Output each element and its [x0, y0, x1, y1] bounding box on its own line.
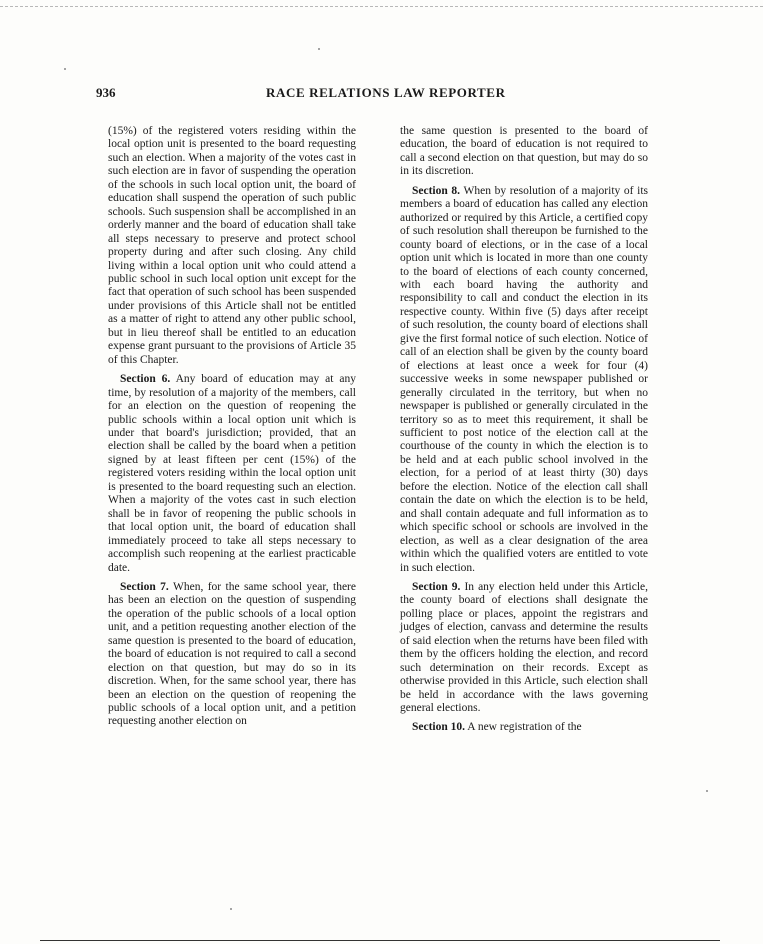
scan-speck — [318, 48, 320, 50]
top-dashed-border — [0, 6, 763, 7]
section-10-paragraph — [400, 721, 648, 734]
section-6-paragraph — [108, 373, 356, 575]
section-8-text: When by resolution of a majority of its members a board of education has called any election authorized or required by this Article, a certified copy of such resolution shall thereupon be furnished to the county board of elections, or in the case of a local option unit which is located in more than one county to the board of elections of each county concerned, with each board having the authority and responsibility to call and conduct the election in its respective county. Within five (5) days after receipt of such resolution, the county board of elections shall give the first formal notice of such election. Notice of call of an election shall be given by the county board of elections at least once a week for four (4) successive weeks in some newspaper published or generally circulated in the territory, but when no newspaper is published or generally circulated in the territory so as to meet this requirement, it shall be sufficient to post notice of the election call at the courthouse of the county in which the election is to be held and at each public school involved in the election, for a period of at least thirty (30) days before the election. Notice of the election call shall contain the date on which the election is to be held, and shall contain adequate and full information as to which specific school or schools are involved in the election, as well as a clear designation of the area within which the qualified voters are entitled to vote in such election. — [400, 184, 649, 574]
right-column — [400, 125, 648, 741]
section-7-label: Section 7. — [120, 580, 169, 593]
scan-speck — [230, 908, 232, 910]
continued-paragraph: (15%) of the registered voters residing within the local option unit is presented to the board requesting such an election. When a majority of the votes cast in such election are in favor of suspending the operation of the schools in such local option unit, the board of education shall suspend the operation of such public schools. Such suspension shall be accomplished in an orderly manner and the board of education shall take all steps necessary to preserve and protect school property during and after such closing. Any child living within a local option unit who could attend a public school in such local option unit except for the fact that operation of such school has been suspended under provisions of this Article shall not be entitled as a matter of right to attend any other public school, but in lieu thereof shall be entitled to an education expense grant pursuant to the provisions of Article 35 of this Chapter. — [108, 125, 356, 366]
section-9-text: In any election held under this Article, the county board of elections shall designate the polling place or places, appoint the registrars and judges of election, canvass and determine the results of said election when the returns have been filed with them by the officers holding the election, and record such determination on their records. Except as otherwise provided in this Article, such election shall be held in accordance with the laws governing general elections. — [400, 580, 648, 715]
page-header — [96, 85, 656, 105]
continued-paragraph-right: the same question is presented to the board of education, the board of education is not required to call a second election on that question, but may do so in its discretion. — [400, 125, 648, 178]
section-8-paragraph — [400, 185, 648, 575]
section-9-paragraph — [400, 581, 648, 716]
section-10-label: Section 10. — [412, 721, 466, 734]
section-7-text: When, for the same school year, there has been an election on the question of suspending the operation of the public schools of a local option unit, and a petition requesting another election of the same question is presented to the board of education, the board of education is not required to call a second election on that question, but may do so in its discretion. When, for the same school year, there has been an election on the question of reopening the public schools of a local option unit, and a petition requesting another election on — [108, 580, 356, 728]
section-7-paragraph — [108, 581, 356, 729]
page-number: 936 — [96, 85, 116, 100]
section-6-label: Section 6. — [120, 373, 171, 386]
section-9-label: Section 9. — [412, 580, 461, 593]
section-8-label: Section 8. — [412, 184, 461, 197]
scan-speck — [64, 68, 66, 70]
section-6-text: Any board of education may at any time, by resolution of a majority of the members, call for an election on the question of reopening the public schools within a local option unit which is under that board's jurisdiction; provided, that an election shall be called by the board when a petition signed by at least fifteen per cent (15%) of the registered voters residing within the local option unit is presented to the board requesting such an election. When a majority of the votes cast in such election shall be in favor of reopening the public schools in that local option unit, the board of education shall immediately proceed to take all steps necessary to accomplish such reopening at the earliest practicable date. — [108, 373, 356, 574]
left-column — [108, 125, 356, 735]
running-head: RACE RELATIONS LAW REPORTER — [266, 85, 506, 100]
section-10-text: A new registration of the — [467, 721, 582, 734]
bottom-rule — [40, 940, 720, 941]
scan-speck — [706, 790, 708, 792]
